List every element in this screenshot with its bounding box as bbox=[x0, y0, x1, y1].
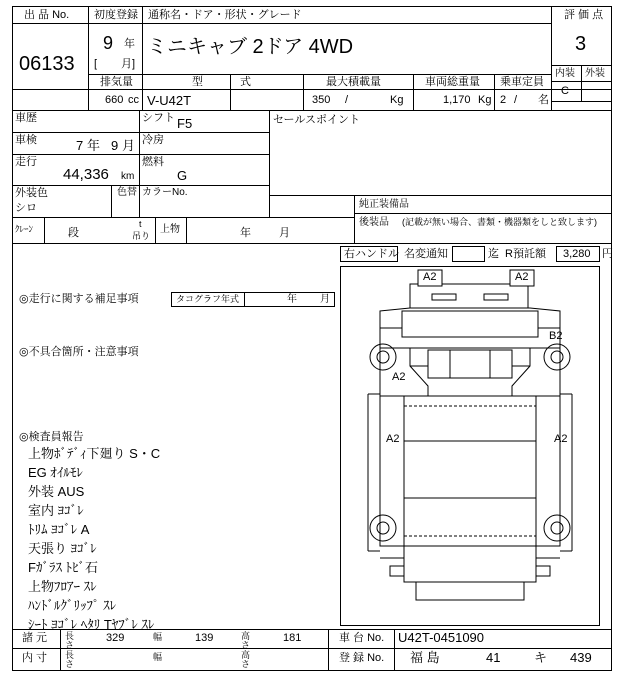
color-no-label: カラーNo. bbox=[142, 187, 188, 198]
tacho-year-unit: 年 bbox=[287, 294, 297, 305]
model-code: V-U42T bbox=[147, 93, 192, 108]
length-label: 長さ bbox=[65, 631, 75, 650]
tachograph-label: タコグラフ年式 bbox=[176, 294, 240, 304]
gross-weight-label: 車両総重量 bbox=[425, 76, 480, 88]
inner-length-label: 長さ bbox=[65, 650, 75, 669]
crane-label: ｸﾚｰﾝ bbox=[15, 224, 34, 234]
reg-kana: キ bbox=[534, 650, 548, 665]
reg-class: 41 bbox=[486, 650, 501, 665]
crane-ton-unit: t bbox=[139, 219, 142, 229]
driving-notes-label: ◎走行に関する補足事項 bbox=[19, 293, 139, 305]
inspection-month: 9 bbox=[111, 138, 119, 153]
month-bracket-open: [ bbox=[94, 58, 98, 70]
width-label: 幅 bbox=[153, 632, 163, 642]
recycle-label: R預託額 bbox=[505, 248, 546, 260]
max-load-sep: / bbox=[345, 94, 349, 106]
mileage-label: 走行 bbox=[15, 156, 37, 168]
displacement-label: 排気量 bbox=[100, 76, 133, 88]
upper-year-unit: 年 bbox=[240, 227, 251, 239]
report-line: ｼｰﾄ ﾖｺﾞﾚ ﾍﾀﾘ Tﾔﾌﾞﾚ ｽﾚ bbox=[28, 617, 155, 632]
damage-mark-cab-right: B2 bbox=[549, 330, 563, 342]
reg-region: 福 島 bbox=[410, 650, 440, 665]
tacho-month-unit: 月 bbox=[320, 294, 330, 305]
inner-label: 内 寸 bbox=[22, 652, 48, 664]
right-handle-label: 右ハンドル bbox=[344, 248, 399, 260]
gross-weight-unit: Kg bbox=[478, 94, 492, 106]
report-line: 天張り ﾖｺﾞﾚ bbox=[28, 541, 97, 556]
fuel: G bbox=[177, 168, 188, 183]
max-load-unit: Kg bbox=[390, 94, 404, 106]
grade: 3 bbox=[575, 33, 587, 55]
chassis-label: 車 台 No. bbox=[339, 632, 385, 644]
capacity: 2 bbox=[500, 94, 507, 106]
shift: F5 bbox=[177, 116, 193, 131]
first-reg-label: 初度登録 bbox=[94, 9, 138, 21]
capacity-unit: 名 bbox=[538, 94, 549, 106]
recycle-amount: 3,280 bbox=[563, 248, 591, 260]
aftermarket-label: 後装品 bbox=[359, 217, 389, 228]
inner-width-label: 幅 bbox=[153, 652, 163, 662]
yen-unit: 円 bbox=[602, 248, 613, 260]
damage-mark-front-right: A2 bbox=[515, 271, 529, 283]
aircon-label: 冷房 bbox=[142, 134, 164, 146]
report-line: 外装 AUS bbox=[28, 484, 85, 499]
lot-no-label: 出 品 No. bbox=[24, 9, 70, 21]
year-unit: 年 bbox=[124, 38, 135, 50]
report-line: 上物ﾎﾞﾃﾞｨ下廻り S・C bbox=[28, 446, 161, 461]
gross-weight: 1,170 bbox=[443, 94, 471, 106]
mileage: 44,336 bbox=[63, 166, 109, 183]
due-label: 迄 bbox=[488, 248, 499, 260]
aftermarket-note: (記載が無い場合、書類・機器類をしと致します) bbox=[402, 217, 597, 227]
model-name-label: 通称名・ドア・形状・グレード bbox=[148, 9, 302, 21]
interior-grade: C bbox=[561, 85, 569, 97]
sales-point-label: セールスポイント bbox=[273, 114, 361, 126]
damage-mark-cab-left: A2 bbox=[392, 371, 406, 383]
exterior-label: 外装 bbox=[585, 68, 605, 79]
name-change-box bbox=[452, 246, 485, 262]
inspection-month-unit: 月 bbox=[122, 138, 136, 153]
inspection-year-unit: 年 bbox=[87, 138, 101, 153]
grade-label: 評 価 点 bbox=[564, 9, 604, 21]
chassis-no: U42T-0451090 bbox=[398, 630, 485, 645]
inspector-label: ◎検査員報告 bbox=[19, 431, 84, 443]
reg-label: 登 録 No. bbox=[339, 652, 385, 664]
vehicle-diagram bbox=[340, 266, 600, 626]
inner-height-label: 高さ bbox=[241, 650, 251, 669]
upper-month-unit: 月 bbox=[279, 227, 290, 239]
damage-mark-bed-left: A2 bbox=[386, 433, 400, 445]
reg-number: 439 bbox=[570, 650, 592, 665]
inspection-year: 7 bbox=[76, 138, 84, 153]
model-code-label: 型 式 bbox=[192, 76, 252, 88]
exterior-color-label: 外装色 bbox=[15, 187, 48, 199]
model-name: ミニキャブ 2ドア 4WD bbox=[147, 36, 354, 58]
lot-no: 06133 bbox=[19, 53, 75, 75]
length: 329 bbox=[106, 632, 125, 644]
displacement-unit: cc bbox=[128, 94, 139, 106]
mileage-unit: km bbox=[121, 171, 135, 182]
upper-body-label: 上物 bbox=[160, 224, 180, 235]
shift-label: シフト bbox=[142, 112, 175, 124]
exterior-color: シロ bbox=[15, 202, 37, 214]
dims-label: 諸 元 bbox=[22, 632, 48, 644]
damage-mark-front-left: A2 bbox=[423, 271, 437, 283]
crane-hoist-unit: 吊り bbox=[132, 231, 151, 241]
first-reg-year: 9 bbox=[103, 33, 114, 53]
max-load: 350 bbox=[312, 94, 331, 106]
inspection-label: 車検 bbox=[15, 134, 37, 146]
report-line: 室内 ﾖｺﾞﾚ bbox=[28, 503, 84, 518]
defects-label: ◎不具合箇所・注意事項 bbox=[19, 346, 139, 358]
interior-label: 内装 bbox=[555, 68, 575, 79]
damage-mark-bed-right: A2 bbox=[554, 433, 568, 445]
fuel-label: 燃料 bbox=[142, 156, 164, 168]
capacity-sep: / bbox=[514, 94, 518, 106]
history-label: 車歴 bbox=[15, 112, 37, 124]
report-line: 上物ﾌﾛｱｰ ｽﾚ bbox=[28, 579, 97, 594]
color-replace-label: 色替 bbox=[117, 187, 137, 198]
report-line: ﾄﾘﾑ ﾖｺﾞﾚ A bbox=[28, 522, 90, 537]
width: 139 bbox=[195, 632, 214, 644]
name-change-label: 名変通知 bbox=[404, 248, 448, 260]
crane-stage-unit: 段 bbox=[68, 227, 79, 239]
report-line: Fｶﾞﾗｽ ﾄﾋﾞ石 bbox=[28, 560, 99, 575]
height-label: 高さ bbox=[241, 631, 251, 650]
report-line: ﾊﾝﾄﾞﾙｸﾞﾘｯﾌﾟ ｽﾚ bbox=[28, 598, 117, 613]
month-bracket-close: 月] bbox=[121, 58, 136, 70]
max-load-label: 最大積載量 bbox=[326, 76, 381, 88]
report-line: EG ｵｲﾙﾓﾚ bbox=[28, 465, 83, 480]
genuine-equipment-label: 純正装備品 bbox=[359, 199, 409, 210]
displacement: 660 bbox=[105, 94, 124, 106]
capacity-label: 乗車定員 bbox=[500, 76, 544, 88]
height: 181 bbox=[283, 632, 302, 644]
